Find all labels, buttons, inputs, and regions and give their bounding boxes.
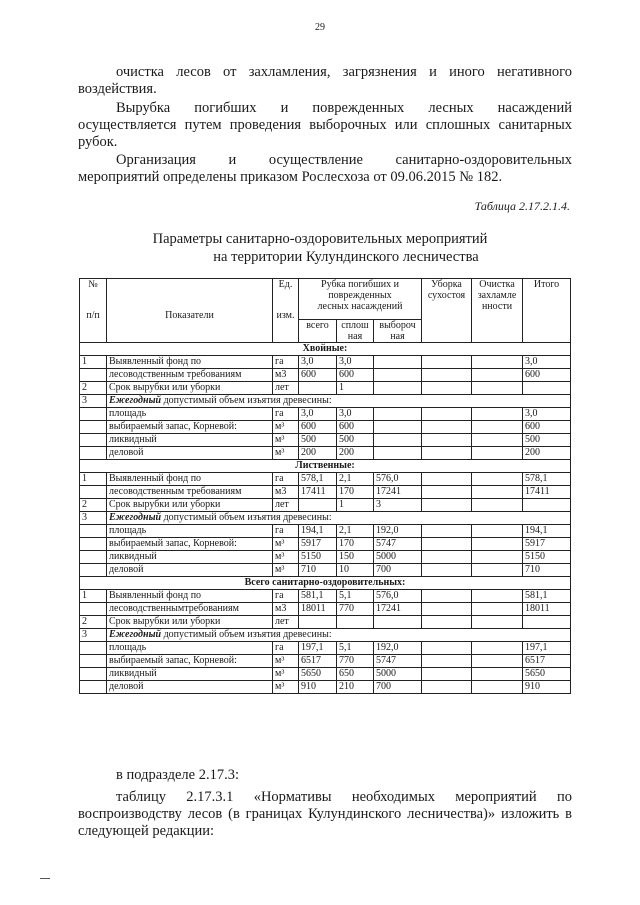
value-deadwood — [422, 681, 472, 694]
footer-line: следующей редакции: — [78, 823, 215, 839]
value-all: 600 — [299, 421, 337, 434]
value-clear: 1 — [337, 382, 374, 395]
value-clutter — [472, 538, 523, 551]
row-number — [80, 642, 107, 655]
value-clutter — [472, 421, 523, 434]
value-selective — [374, 369, 422, 382]
header-text: № — [88, 279, 98, 290]
value-clutter — [472, 408, 523, 421]
header-text: Показатели — [165, 310, 214, 321]
row-label: выбираемый запас, Корневой: — [107, 655, 273, 668]
row-number — [80, 551, 107, 564]
row-number — [80, 603, 107, 616]
table-row — [80, 668, 571, 681]
value-all: 200 — [299, 447, 337, 460]
value-clear: 1 — [337, 499, 374, 512]
value-clutter — [472, 447, 523, 460]
value-all: 18011 — [299, 603, 337, 616]
row-label: ликвидный — [107, 434, 273, 447]
section-header-row — [80, 460, 571, 473]
row-unit: м3 — [273, 603, 299, 616]
row-label: лесоводственным требованиям — [107, 369, 273, 382]
value-clutter — [472, 668, 523, 681]
section-title: Всего санитарно-оздоровительных: — [80, 577, 571, 590]
row-number — [80, 525, 107, 538]
header-text: сплош — [341, 320, 369, 331]
table-row — [80, 421, 571, 434]
header-felling-selective — [374, 320, 422, 343]
value-total: 17411 — [523, 486, 571, 499]
row-label: Срок вырубки или уборки — [107, 499, 273, 512]
row-number — [80, 655, 107, 668]
table-row — [80, 447, 571, 460]
value-selective: 5747 — [374, 655, 422, 668]
row-label: ликвидный — [107, 668, 273, 681]
value-deadwood — [422, 642, 472, 655]
value-deadwood — [422, 564, 472, 577]
sanitary-measures-table — [79, 278, 571, 694]
value-clear: 200 — [337, 447, 374, 460]
table-row — [80, 603, 571, 616]
row-unit: м³ — [273, 421, 299, 434]
row-unit: м3 — [273, 486, 299, 499]
value-total: 3,0 — [523, 408, 571, 421]
header-text: захламле — [477, 290, 517, 301]
value-deadwood — [422, 603, 472, 616]
annual-title-bold: Ежегодный — [109, 395, 162, 406]
paragraph-line: осуществляется путем проведения выборочных или сплошных санитарных — [78, 117, 572, 133]
header-number — [80, 279, 107, 343]
value-all: 710 — [299, 564, 337, 577]
section-title: Лиственные: — [80, 460, 571, 473]
table-row — [80, 434, 571, 447]
annual-header-row — [80, 512, 571, 525]
annual-title-rest: допустимый объем изъятия древесины: — [161, 629, 332, 640]
value-total: 3,0 — [523, 356, 571, 369]
header-text: Ед. — [278, 279, 293, 290]
row-number — [80, 408, 107, 421]
row-number — [80, 681, 107, 694]
paragraph-line: очистка лесов от захламления, загрязнения и иного негативного — [116, 64, 572, 80]
value-selective — [374, 421, 422, 434]
table-row — [80, 356, 571, 369]
footer-line: в подразделе 2.17.3: — [116, 767, 239, 783]
value-clear: 650 — [337, 668, 374, 681]
table-row — [80, 408, 571, 421]
value-all: 5650 — [299, 668, 337, 681]
row-unit: га — [273, 356, 299, 369]
row-number — [80, 369, 107, 382]
header-text: Рубка погибших и — [321, 279, 399, 290]
row-label: деловой — [107, 564, 273, 577]
value-deadwood — [422, 473, 472, 486]
table-row — [80, 642, 571, 655]
value-clear: 770 — [337, 603, 374, 616]
row-label: Срок вырубки или уборки — [107, 382, 273, 395]
row-label: выбираемый запас, Корневой: — [107, 421, 273, 434]
table-row — [80, 369, 571, 382]
row-number: 2 — [80, 616, 107, 629]
table-caption: Таблица 2.17.2.1.4. — [474, 199, 570, 213]
row-number — [80, 421, 107, 434]
row-unit: га — [273, 642, 299, 655]
annual-title — [107, 512, 571, 525]
value-total: 18011 — [523, 603, 571, 616]
value-deadwood — [422, 499, 472, 512]
table-title-line: Параметры санитарно-оздоровительных мероприятий — [152, 231, 488, 247]
paragraph-cleaning — [78, 64, 572, 98]
table-row — [80, 655, 571, 668]
row-unit: м³ — [273, 681, 299, 694]
row-unit: лет — [273, 616, 299, 629]
row-unit: га — [273, 590, 299, 603]
paragraph-line: Вырубка погибших и поврежденных лесных насаждений — [116, 100, 572, 116]
value-total: 194,1 — [523, 525, 571, 538]
value-clear: 5,1 — [337, 590, 374, 603]
row-unit: м³ — [273, 668, 299, 681]
value-clear: 2,1 — [337, 473, 374, 486]
annual-title-bold: Ежегодный — [109, 629, 162, 640]
value-total: 581,1 — [523, 590, 571, 603]
header-text: Очистка — [479, 279, 515, 290]
value-all: 3,0 — [299, 408, 337, 421]
value-selective: 700 — [374, 564, 422, 577]
value-clutter — [472, 525, 523, 538]
row-label: площадь — [107, 408, 273, 421]
value-all: 600 — [299, 369, 337, 382]
row-label: площадь — [107, 525, 273, 538]
value-total — [523, 382, 571, 395]
row-label: ликвидный — [107, 551, 273, 564]
value-total: 578,1 — [523, 473, 571, 486]
value-selective: 192,0 — [374, 642, 422, 655]
value-clutter — [472, 551, 523, 564]
paragraph-organization — [78, 152, 572, 186]
value-all: 194,1 — [299, 525, 337, 538]
value-all — [299, 382, 337, 395]
paragraph-line: Организация и осуществление санитарно-оздоровительных — [116, 152, 572, 168]
value-clutter — [472, 356, 523, 369]
row-number: 1 — [80, 356, 107, 369]
value-all: 197,1 — [299, 642, 337, 655]
header-text: Уборка — [431, 279, 462, 290]
row-label: Выявленный фонд по — [107, 356, 273, 369]
table-row — [80, 590, 571, 603]
value-selective — [374, 356, 422, 369]
footer-line: воспроизводству лесов (в границах Кулундинского лесничества)» изложить в — [78, 806, 572, 822]
value-all: 578,1 — [299, 473, 337, 486]
value-clutter — [472, 616, 523, 629]
value-selective: 17241 — [374, 486, 422, 499]
value-deadwood — [422, 655, 472, 668]
header-clutter — [472, 279, 523, 343]
value-clear: 500 — [337, 434, 374, 447]
table-body — [80, 343, 571, 694]
value-selective — [374, 616, 422, 629]
value-clutter — [472, 369, 523, 382]
value-clear: 3,0 — [337, 356, 374, 369]
value-all: 500 — [299, 434, 337, 447]
row-number — [80, 486, 107, 499]
value-total — [523, 616, 571, 629]
row-number: 1 — [80, 590, 107, 603]
row-number: 2 — [80, 499, 107, 512]
row-number: 1 — [80, 473, 107, 486]
row-label: Выявленный фонд по — [107, 590, 273, 603]
row-unit: га — [273, 408, 299, 421]
row-number: 3 — [80, 395, 107, 408]
header-text: выбороч — [379, 320, 416, 331]
value-total: 197,1 — [523, 642, 571, 655]
value-clutter — [472, 486, 523, 499]
row-unit: м³ — [273, 655, 299, 668]
table-title-line: на территории Кулундинского лесничества — [213, 249, 479, 265]
value-selective: 17241 — [374, 603, 422, 616]
value-deadwood — [422, 434, 472, 447]
row-unit: м³ — [273, 538, 299, 551]
annual-title — [107, 395, 571, 408]
value-clear: 210 — [337, 681, 374, 694]
header-felling — [299, 279, 422, 320]
header-felling-clear — [337, 320, 374, 343]
value-clutter — [472, 473, 523, 486]
header-indicator — [107, 279, 273, 343]
value-all: 3,0 — [299, 356, 337, 369]
value-clear: 600 — [337, 369, 374, 382]
table-row — [80, 681, 571, 694]
annual-title — [107, 629, 571, 642]
value-clutter — [472, 603, 523, 616]
section-header-row — [80, 343, 571, 356]
row-label: лесоводственным требованиям — [107, 486, 273, 499]
header-text: всего — [306, 320, 329, 331]
value-selective — [374, 408, 422, 421]
value-clear: 170 — [337, 486, 374, 499]
header-text: ная — [390, 331, 405, 342]
row-number: 3 — [80, 629, 107, 642]
table-header-row — [80, 279, 571, 320]
value-clutter — [472, 434, 523, 447]
value-deadwood — [422, 538, 472, 551]
table-row — [80, 525, 571, 538]
row-unit: м3 — [273, 369, 299, 382]
value-total: 600 — [523, 369, 571, 382]
value-deadwood — [422, 668, 472, 681]
value-selective — [374, 447, 422, 460]
value-clear: 170 — [337, 538, 374, 551]
value-deadwood — [422, 525, 472, 538]
value-total: 500 — [523, 434, 571, 447]
annual-header-row — [80, 395, 571, 408]
value-clear: 600 — [337, 421, 374, 434]
row-unit: м³ — [273, 551, 299, 564]
row-unit: м³ — [273, 434, 299, 447]
value-deadwood — [422, 551, 472, 564]
value-clear — [337, 616, 374, 629]
row-number — [80, 434, 107, 447]
value-clear: 10 — [337, 564, 374, 577]
value-clutter — [472, 382, 523, 395]
value-selective: 576,0 — [374, 473, 422, 486]
value-total: 6517 — [523, 655, 571, 668]
header-text: п/п — [86, 310, 100, 321]
value-total: 600 — [523, 421, 571, 434]
value-all: 5917 — [299, 538, 337, 551]
value-deadwood — [422, 590, 472, 603]
value-selective: 192,0 — [374, 525, 422, 538]
row-label: выбираемый запас, Корневой: — [107, 538, 273, 551]
header-text: нности — [481, 301, 513, 312]
row-label: деловой — [107, 681, 273, 694]
row-label: Срок вырубки или уборки — [107, 616, 273, 629]
value-clutter — [472, 564, 523, 577]
value-total: 5650 — [523, 668, 571, 681]
row-number — [80, 564, 107, 577]
value-selective — [374, 434, 422, 447]
value-total: 5917 — [523, 538, 571, 551]
header-felling-all — [299, 320, 337, 343]
row-label: лесоводственнымтребованиям — [107, 603, 273, 616]
section-title: Хвойные: — [80, 343, 571, 356]
value-deadwood — [422, 382, 472, 395]
value-total: 5150 — [523, 551, 571, 564]
annual-title-rest: допустимый объем изъятия древесины: — [161, 395, 332, 406]
row-number: 2 — [80, 382, 107, 395]
value-all: 5150 — [299, 551, 337, 564]
row-number: 3 — [80, 512, 107, 525]
value-clear: 770 — [337, 655, 374, 668]
header-unit — [273, 279, 299, 343]
table-row — [80, 564, 571, 577]
value-selective: 5000 — [374, 668, 422, 681]
table-row — [80, 486, 571, 499]
section-header-row — [80, 577, 571, 590]
header-total — [523, 279, 571, 343]
row-unit: га — [273, 473, 299, 486]
value-deadwood — [422, 356, 472, 369]
value-deadwood — [422, 447, 472, 460]
row-unit: лет — [273, 382, 299, 395]
value-deadwood — [422, 408, 472, 421]
table-title — [0, 230, 640, 266]
row-number — [80, 668, 107, 681]
value-all: 581,1 — [299, 590, 337, 603]
value-clutter — [472, 499, 523, 512]
row-label: деловой — [107, 447, 273, 460]
row-label: Выявленный фонд по — [107, 473, 273, 486]
value-deadwood — [422, 421, 472, 434]
header-text: Итого — [533, 279, 560, 290]
value-selective: 5747 — [374, 538, 422, 551]
row-number — [80, 447, 107, 460]
value-selective: 700 — [374, 681, 422, 694]
value-total — [523, 499, 571, 512]
value-total: 200 — [523, 447, 571, 460]
value-clear: 2,1 — [337, 525, 374, 538]
row-label: площадь — [107, 642, 273, 655]
value-all — [299, 616, 337, 629]
table-row — [80, 551, 571, 564]
value-deadwood — [422, 369, 472, 382]
value-deadwood — [422, 486, 472, 499]
paragraph-line: мероприятий определены приказом Рослесхоза от 09.06.2015 № 182. — [78, 169, 503, 185]
value-total: 710 — [523, 564, 571, 577]
header-text: изм. — [276, 310, 295, 321]
footer-line: таблицу 2.17.3.1 «Нормативы необходимых мероприятий по — [116, 789, 572, 805]
annual-header-row — [80, 629, 571, 642]
row-unit: га — [273, 525, 299, 538]
paragraph-line: воздействия. — [78, 81, 157, 97]
row-unit: м³ — [273, 447, 299, 460]
table-row — [80, 616, 571, 629]
value-clear: 5,1 — [337, 642, 374, 655]
header-text: ная — [347, 331, 363, 342]
page-edge-mark — [40, 878, 50, 879]
value-all: 910 — [299, 681, 337, 694]
table-row — [80, 382, 571, 395]
value-clutter — [472, 590, 523, 603]
row-unit: м³ — [273, 564, 299, 577]
header-text: лесных насаждений — [317, 301, 403, 312]
value-all: 17411 — [299, 486, 337, 499]
value-selective — [374, 382, 422, 395]
annual-title-bold: Ежегодный — [109, 512, 162, 523]
value-all: 6517 — [299, 655, 337, 668]
value-all — [299, 499, 337, 512]
value-clutter — [472, 655, 523, 668]
page-number: 29 — [315, 22, 325, 33]
header-deadwood — [422, 279, 472, 343]
row-number — [80, 538, 107, 551]
annual-title-rest: допустимый объем изъятия древесины: — [161, 512, 332, 523]
row-unit: лет — [273, 499, 299, 512]
paragraph-felling — [78, 100, 572, 151]
table-row — [80, 538, 571, 551]
value-clutter — [472, 681, 523, 694]
paragraph-line: рубок. — [78, 134, 118, 150]
footer-text — [78, 767, 572, 840]
table-row — [80, 473, 571, 486]
value-clutter — [472, 642, 523, 655]
value-selective: 576,0 — [374, 590, 422, 603]
header-text: сухостоя — [427, 290, 466, 301]
value-clear: 150 — [337, 551, 374, 564]
table-row — [80, 499, 571, 512]
value-clear: 3,0 — [337, 408, 374, 421]
value-deadwood — [422, 616, 472, 629]
value-selective: 3 — [374, 499, 422, 512]
header-text: поврежденных — [328, 290, 392, 301]
value-total: 910 — [523, 681, 571, 694]
value-selective: 5000 — [374, 551, 422, 564]
